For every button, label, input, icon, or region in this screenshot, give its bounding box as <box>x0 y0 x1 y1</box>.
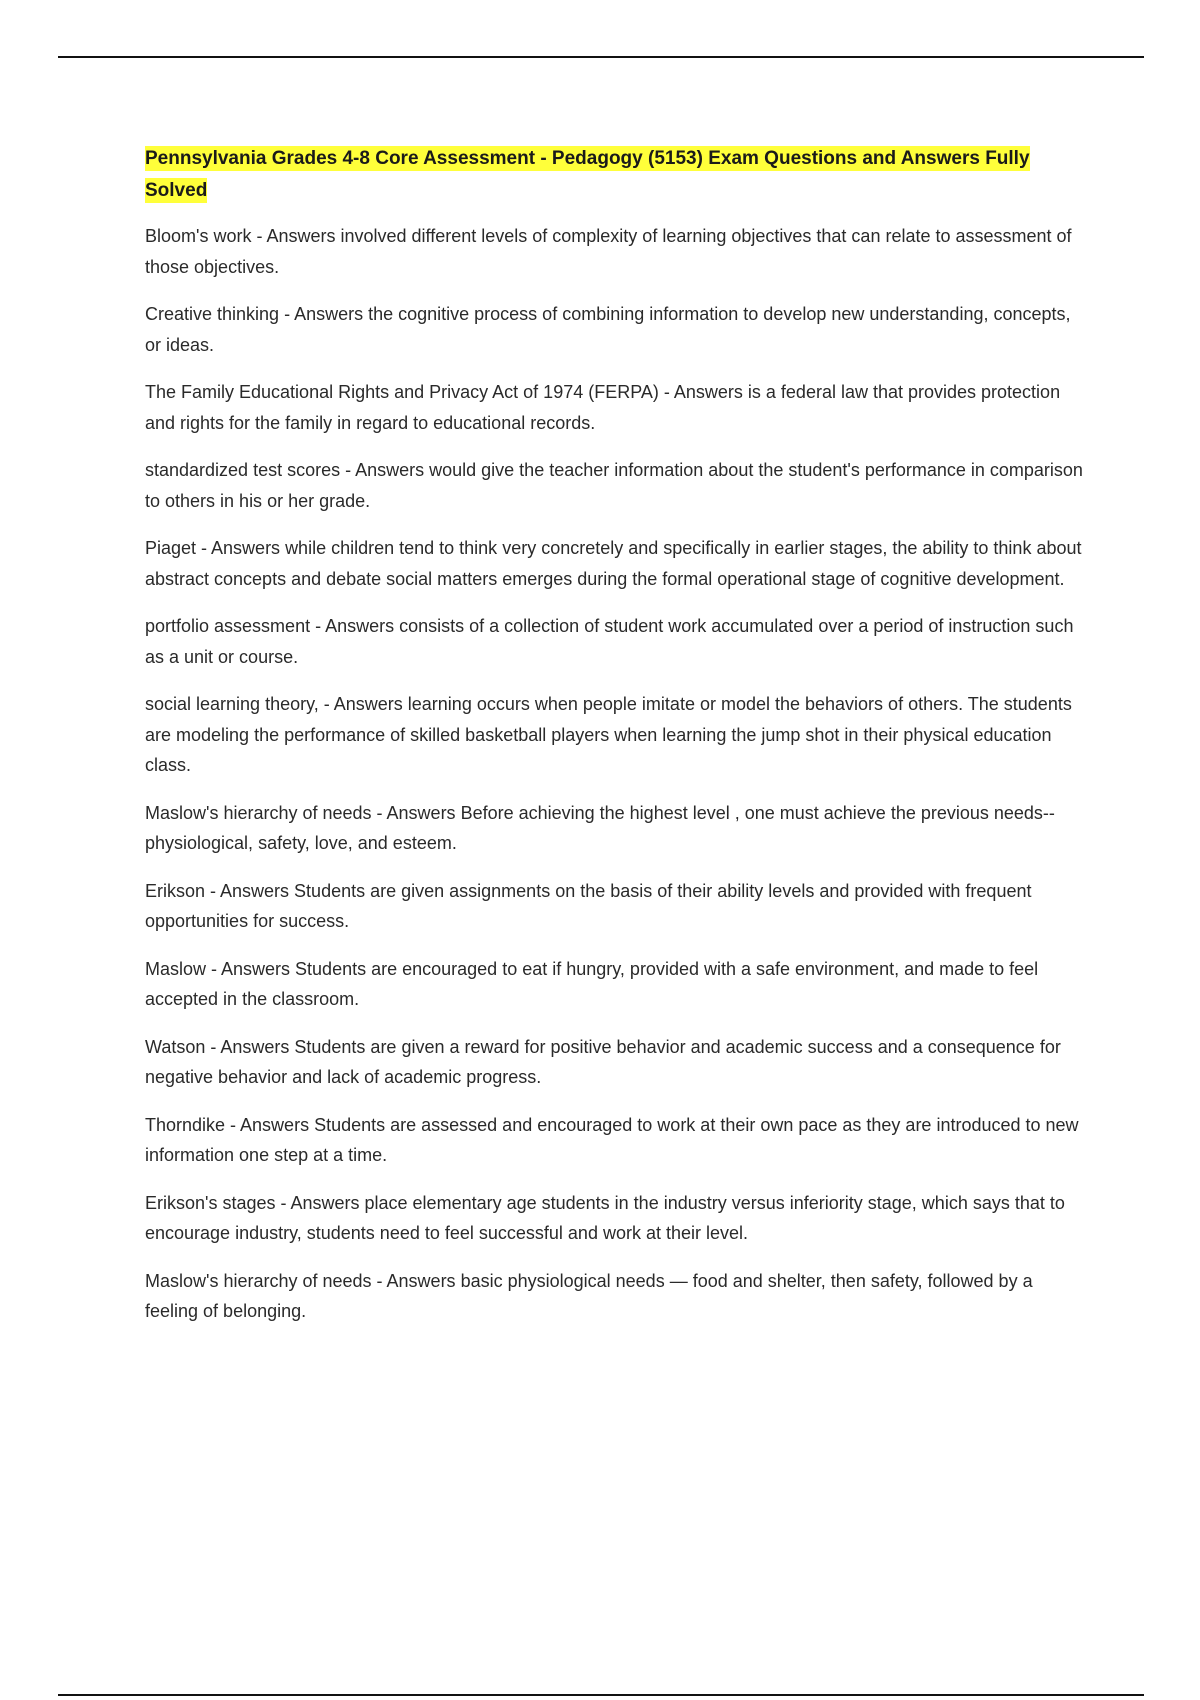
qa-entry: Thorndike - Answers Students are assessed and encouraged to work at their own pace as they are introduced to new information one step at a time. <box>145 1114 1079 1165</box>
qa-entry: Erikson's stages - Answers place elementary age students in the industry versus inferiority stage, which says that to encourage industry, students need to feel successful and work at their level. <box>145 1192 1065 1243</box>
qa-entry: Maslow's hierarchy of needs - Answers Before achieving the highest level , one must achieve the previous needs--physiological, safety, love, and esteem. <box>145 802 1055 853</box>
document-title <box>145 143 1085 207</box>
footer-rule <box>58 1694 1144 1696</box>
document-body <box>145 143 1085 1344</box>
header-rule <box>58 56 1144 58</box>
qa-entry: Piaget - Answers while children tend to think very concretely and specifically in earlier stages, the ability to think about abstract concepts and debate social matters emerges during the formal operational stage of cognitive development. <box>145 538 1082 589</box>
qa-entry: standardized test scores - Answers would give the teacher information about the student's performance in comparison to others in his or her grade. <box>145 460 1083 511</box>
qa-entry: Creative thinking - Answers the cognitive process of combining information to develop new understanding, concepts, or ideas. <box>145 304 1071 355</box>
qa-entry: Watson - Answers Students are given a reward for positive behavior and academic success and a consequence for negative behavior and lack of academic progress. <box>145 1036 1061 1087</box>
qa-entry: portfolio assessment - Answers consists of a collection of student work accumulated over a period of instruction such as a unit or course. <box>145 616 1074 667</box>
highlighted-title-text: Pennsylvania Grades 4-8 Core Assessment - Pedagogy (5153) Exam Questions and Answers Fully Solved <box>145 148 1030 201</box>
qa-entry: Bloom's work - Answers involved different levels of complexity of learning objectives that can relate to assessment of those objectives. <box>145 226 1072 277</box>
qa-entry: Maslow's hierarchy of needs - Answers basic physiological needs — food and shelter, then safety, followed by a feeling of belonging. <box>145 1270 1033 1321</box>
qa-entry: The Family Educational Rights and Privacy Act of 1974 (FERPA) - Answers is a federal law that provides protection and rights for the family in regard to educational records. <box>145 382 1061 433</box>
qa-entry: Erikson - Answers Students are given assignments on the basis of their ability levels and provided with frequent opportunities for success. <box>145 880 1032 931</box>
qa-entry: Maslow - Answers Students are encouraged to eat if hungry, provided with a safe environment, and made to feel accepted in the classroom. <box>145 958 1039 1009</box>
qa-entry: social learning theory, - Answers learning occurs when people imitate or model the behaviors of others. The students are modeling the performance of skilled basketball players when learning the jump shot in their physical education class. <box>145 694 1072 775</box>
